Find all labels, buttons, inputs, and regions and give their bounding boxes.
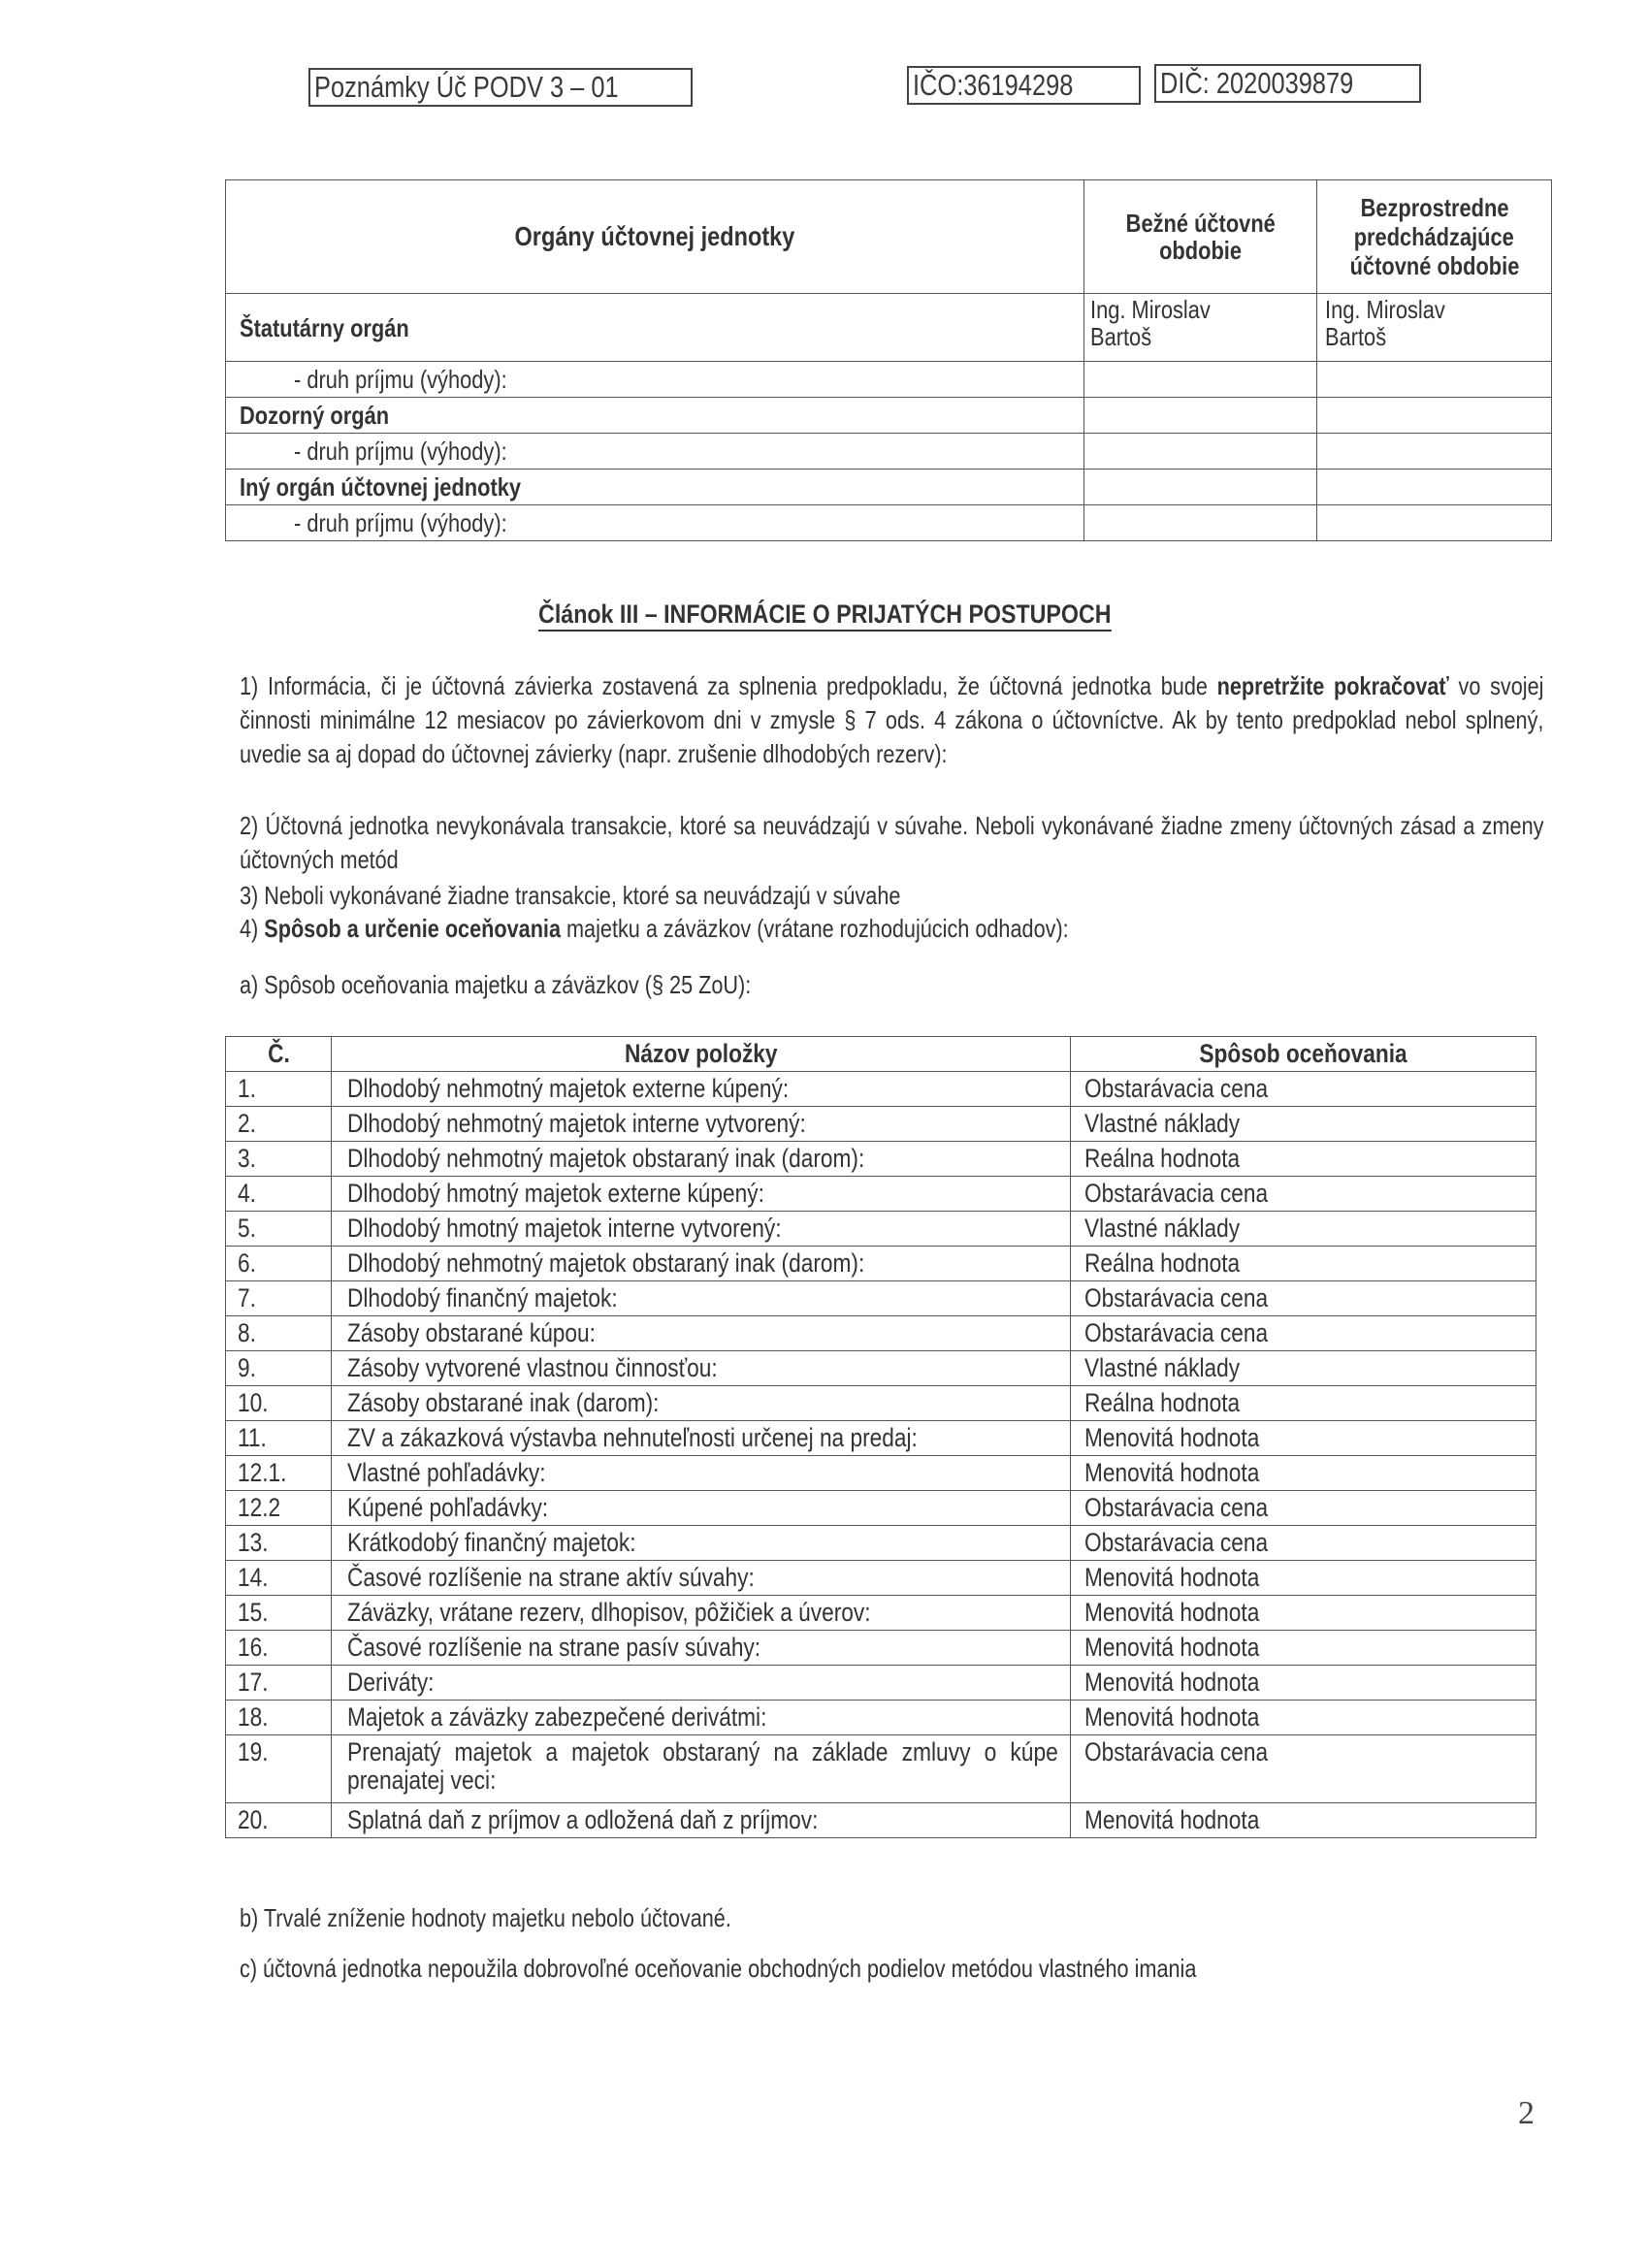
row-number: 7. [226,1281,332,1316]
previous-period-header: Bezprostredne predchádzajúce účtovné obdobie [1317,180,1552,294]
valuation-row [226,1491,1536,1526]
valuation-method: Obstarávacia cena [1071,1072,1536,1107]
row-number: 12.2 [226,1491,332,1526]
previous-period-value [1317,470,1552,505]
valuation-row [226,1735,1536,1803]
valuation-method: Reálna hodnota [1071,1142,1536,1177]
valuation-method: Vlastné náklady [1071,1351,1536,1386]
row-number: 8. [226,1316,332,1351]
current-period-value: Ing. Miroslav Bartoš [1084,294,1317,362]
organ-label: Dozorný orgán [226,398,1084,434]
current-period-value [1084,362,1317,398]
valuation-row [226,1316,1536,1351]
item-name: Majetok a záväzky zabezpečené derivátmi: [332,1701,1071,1735]
item-name: ZV a zákazková výstavba nehnuteľnosti určenej na predaj: [332,1421,1071,1456]
valuation-row [226,1456,1536,1491]
dic-label [1154,64,1421,103]
previous-period-value [1317,362,1552,398]
row-number: 11. [226,1421,332,1456]
organs-row [226,398,1552,434]
valuation-row [226,1421,1536,1456]
item-name: Splatná daň z príjmov a odložená daň z príjmov: [332,1803,1071,1838]
valuation-header-row [226,1037,1536,1072]
dic-text: DIČ: 2020039879 [1160,66,1354,100]
organ-label: - druh príjmu (výhody): [226,434,1084,470]
paragraph-4: 4) Spôsob a určenie oceňovania majetku a záväzkov (vrátane rozhodujúcich odhadov): [240,914,1069,943]
valuation-method: Obstarávacia cena [1071,1735,1536,1803]
item-name: Deriváty: [332,1666,1071,1701]
current-period-value [1084,505,1317,541]
organs-row [226,434,1552,470]
row-number: 12.1. [226,1456,332,1491]
paragraph-1: 1) Informácia, či je účtovná závierka zostavená za splnenia predpokladu, že účtovná jednotka bude nepretržite pokračovať vo svojej činnosti minimálne 12 mesiacov po závierkovom dni v zmysle § 7 ods. 4 zákona o účtovníctve. Ak by tento predpoklad nebol splnený, uvedie sa aj dopad do účtovnej závierky (napr. zrušenie dlhodobých rezerv): [240,671,1544,768]
valuation-row [226,1351,1536,1386]
paragraph-c: c) účtovná jednotka nepoužila dobrovoľné oceňovanie obchodných podielov metódou vlastného imania [240,1954,1197,1983]
valuation-row [226,1666,1536,1701]
valuation-row [226,1281,1536,1316]
row-number: 14. [226,1561,332,1596]
valuation-row [226,1803,1536,1838]
valuation-row [226,1386,1536,1421]
form-code-text: Poznámky Úč PODV 3 – 01 [314,70,619,104]
paragraph-3: 3) Neboli vykonávané žiadne transakcie, ktoré sa neuvádzajú v súvahe [240,881,901,910]
current-period-value [1084,398,1317,434]
ico-label [907,66,1141,105]
item-name: Kúpené pohľadávky: [332,1491,1071,1526]
row-number: 2. [226,1107,332,1142]
organ-label: Iný orgán účtovnej jednotky [226,470,1084,505]
row-number: 10. [226,1386,332,1421]
item-name: Dlhodobý nehmotný majetok interne vytvorený: [332,1107,1071,1142]
col-header-name: Názov položky [332,1037,1071,1072]
item-name: Časové rozlíšenie na strane aktív súvahy: [332,1561,1071,1596]
valuation-method: Menovitá hodnota [1071,1803,1536,1838]
valuation-row [226,1701,1536,1735]
paragraph-a: a) Spôsob oceňovania majetku a záväzkov (§ 25 ZoU): [240,970,752,999]
item-name: Zásoby vytvorené vlastnou činnosťou: [332,1351,1071,1386]
organs-row [226,294,1552,362]
organ-label: - druh príjmu (výhody): [226,505,1084,541]
valuation-method: Vlastné náklady [1071,1107,1536,1142]
col-header-no: Č. [226,1037,332,1072]
row-number: 4. [226,1177,332,1212]
valuation-method: Obstarávacia cena [1071,1526,1536,1561]
item-name: Záväzky, vrátane rezerv, dlhopisov, pôžičiek a úverov: [332,1596,1071,1631]
row-number: 15. [226,1596,332,1631]
item-name: Vlastné pohľadávky: [332,1456,1071,1491]
valuation-row [226,1247,1536,1281]
organs-col-header: Orgány účtovnej jednotky [226,180,1084,294]
valuation-method: Reálna hodnota [1071,1386,1536,1421]
item-name: Dlhodobý hmotný majetok interne vytvorený: [332,1212,1071,1247]
valuation-method: Obstarávacia cena [1071,1316,1536,1351]
item-name: Zásoby obstarané kúpou: [332,1316,1071,1351]
organs-table [225,179,1552,541]
paragraph-2: 2) Účtovná jednotka nevykonávala transakcie, ktoré sa neuvádzajú v súvahe. Neboli vykonávané žiadne zmeny účtovných zásad a zmeny účtovných metód [240,811,1544,874]
organs-header-row [226,180,1552,294]
valuation-method: Vlastné náklady [1071,1212,1536,1247]
row-number: 9. [226,1351,332,1386]
valuation-method: Menovitá hodnota [1071,1631,1536,1666]
organ-label: Štatutárny orgán [226,294,1084,362]
row-number: 16. [226,1631,332,1666]
current-period-value [1084,434,1317,470]
row-number: 20. [226,1803,332,1838]
form-code-label [308,68,693,107]
row-number: 13. [226,1526,332,1561]
valuation-row [226,1072,1536,1107]
valuation-method: Menovitá hodnota [1071,1596,1536,1631]
row-number: 19. [226,1735,332,1803]
valuation-row [226,1107,1536,1142]
col-header-method: Spôsob oceňovania [1071,1037,1536,1072]
valuation-method: Menovitá hodnota [1071,1561,1536,1596]
item-name: Prenajatý majetok a majetok obstaraný na základe zmluvy o kúpe prenajatej veci: [332,1735,1071,1803]
item-name: Dlhodobý hmotný majetok externe kúpený: [332,1177,1071,1212]
item-name: Dlhodobý finančný majetok: [332,1281,1071,1316]
row-number: 17. [226,1666,332,1701]
valuation-row [226,1212,1536,1247]
current-period-value [1084,470,1317,505]
valuation-method: Obstarávacia cena [1071,1281,1536,1316]
valuation-method: Menovitá hodnota [1071,1456,1536,1491]
row-number: 1. [226,1072,332,1107]
valuation-method: Obstarávacia cena [1071,1491,1536,1526]
current-period-header: Bežné účtovné obdobie [1084,180,1317,294]
item-name: Zásoby obstarané inak (darom): [332,1386,1071,1421]
item-name: Krátkodobý finančný majetok: [332,1526,1071,1561]
row-number: 6. [226,1247,332,1281]
valuation-table [225,1036,1536,1838]
previous-period-value [1317,505,1552,541]
paragraph-b: b) Trvalé zníženie hodnoty majetku nebolo účtované. [240,1903,731,1932]
article-heading: Článok III – INFORMÁCIE O PRIJATÝCH POSTUPOCH [0,599,1649,632]
valuation-row [226,1177,1536,1212]
valuation-row [226,1561,1536,1596]
previous-period-value [1317,434,1552,470]
previous-period-value: Ing. Miroslav Bartoš [1317,294,1552,362]
valuation-method: Reálna hodnota [1071,1247,1536,1281]
row-number: 18. [226,1701,332,1735]
valuation-method: Menovitá hodnota [1071,1421,1536,1456]
valuation-row [226,1631,1536,1666]
previous-period-value [1317,398,1552,434]
valuation-method: Menovitá hodnota [1071,1701,1536,1735]
valuation-row [226,1526,1536,1561]
item-name: Dlhodobý nehmotný majetok obstaraný inak (darom): [332,1247,1071,1281]
organs-row [226,505,1552,541]
organs-row [226,470,1552,505]
item-name: Dlhodobý nehmotný majetok obstaraný inak (darom): [332,1142,1071,1177]
valuation-row [226,1142,1536,1177]
page-number: 2 [1518,2095,1535,2131]
item-name: Časové rozlíšenie na strane pasív súvahy: [332,1631,1071,1666]
valuation-row [226,1596,1536,1631]
organ-label: - druh príjmu (výhody): [226,362,1084,398]
ico-text: IČO:36194298 [913,68,1074,102]
item-name: Dlhodobý nehmotný majetok externe kúpený: [332,1072,1071,1107]
row-number: 3. [226,1142,332,1177]
valuation-method: Obstarávacia cena [1071,1177,1536,1212]
organs-row [226,362,1552,398]
valuation-method: Menovitá hodnota [1071,1666,1536,1701]
row-number: 5. [226,1212,332,1247]
